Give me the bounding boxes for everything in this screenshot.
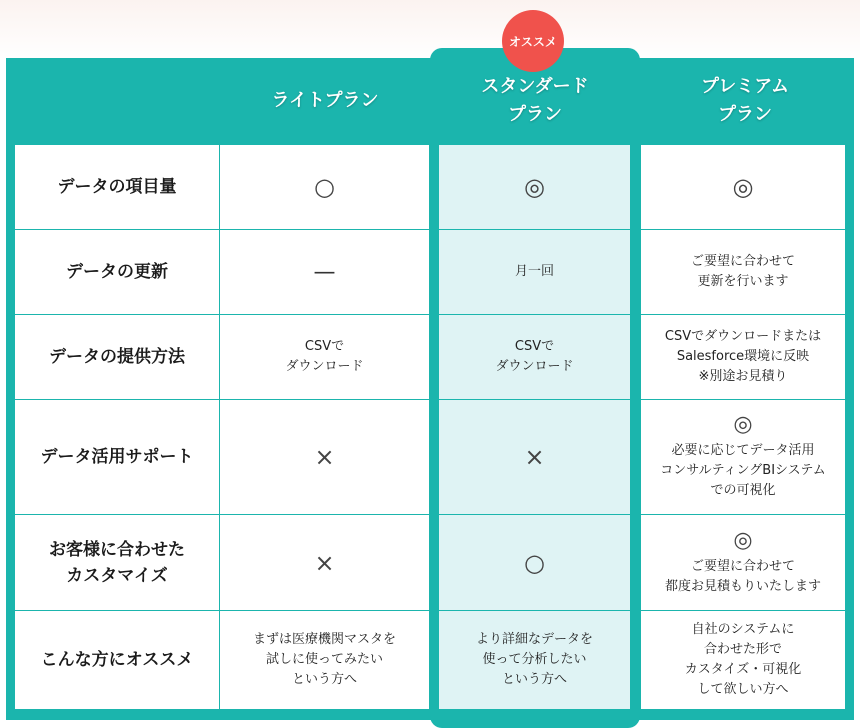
background-glow — [0, 0, 860, 60]
cell-premium — [641, 400, 845, 514]
cell-content — [285, 337, 363, 377]
cell-premium — [641, 611, 845, 709]
cell-content — [665, 327, 821, 387]
cell-content — [515, 262, 554, 282]
cell-text: 自社のシステムに 合わせた形で カスタイズ・可視化 して欲しい方へ — [684, 622, 802, 697]
cell-text: CSVで ダウンロード — [285, 339, 364, 374]
cell-lite — [220, 611, 429, 709]
cell-text: より詳細なデータを 使って分析したい という方へ — [475, 632, 593, 687]
row-label: データの更新 — [15, 230, 219, 314]
cell-content — [524, 444, 544, 470]
cell-text: ご要望に合わせて 都度お見積もりいたします — [664, 558, 821, 594]
cross-mark-icon: × — [524, 443, 545, 471]
cell-lite — [220, 515, 429, 610]
double-circle-mark-icon: ◎ — [732, 173, 754, 201]
cell-content — [314, 260, 336, 285]
cell-standard — [439, 230, 630, 314]
double-circle-mark-icon: ◎ — [524, 173, 545, 201]
double-circle-mark-icon: ◎ — [733, 412, 753, 437]
cross-mark-icon: × — [314, 548, 335, 577]
cell-standard — [439, 400, 630, 514]
cell-content — [665, 529, 821, 597]
double-circle-mark-icon: ◎ — [733, 527, 753, 553]
circle-mark-icon: ○ — [314, 173, 335, 201]
cell-standard — [439, 611, 630, 709]
cell-text: 月一回 — [514, 264, 554, 279]
row-label: データの提供方法 — [15, 315, 219, 399]
cell-content — [253, 630, 396, 690]
cell-premium — [641, 230, 845, 314]
plan-header-premium: プレミアム プラン — [700, 76, 790, 125]
cell-content — [685, 620, 802, 700]
row-label: こんな方にオススメ — [15, 611, 219, 709]
cell-text: CSVで ダウンロード — [495, 339, 574, 374]
recommended-badge: オススメ — [502, 10, 564, 72]
cell-lite — [220, 315, 429, 399]
cell-lite — [220, 230, 429, 314]
row-label: お客様に合わせた カスタマイズ — [15, 515, 219, 610]
cell-content — [524, 174, 545, 200]
cell-content — [524, 550, 545, 576]
cell-standard — [439, 515, 630, 610]
cell-text: ご要望に合わせて 更新を行います — [690, 254, 795, 289]
row-label: データの項目量 — [15, 145, 219, 229]
cell-content — [314, 550, 334, 576]
cell-lite — [220, 145, 429, 229]
cell-standard — [439, 315, 630, 399]
cell-premium — [641, 515, 845, 610]
cell-content — [314, 444, 334, 470]
cell-premium — [641, 145, 845, 229]
cell-content — [691, 252, 795, 292]
cell-content — [733, 174, 754, 200]
cell-standard — [439, 145, 630, 229]
cell-content — [495, 337, 573, 377]
cell-content — [476, 630, 593, 690]
cell-premium — [641, 315, 845, 399]
plan-header-lite: ライトプラン — [271, 90, 379, 111]
cell-text: CSVでダウンロードまたは Salesforce環境に反映 ※別途お見積り — [664, 329, 822, 384]
cell-text: 必要に応じてデータ活用 コンサルティングBIシステム での可視化 — [660, 443, 826, 498]
cell-content — [314, 174, 335, 200]
cell-text: まずは医療機関マスタを 試しに使ってみたい という方へ — [252, 632, 396, 687]
cell-lite — [220, 400, 429, 514]
plan-header-standard: スタンダード プラン — [481, 76, 589, 125]
cell-content — [660, 413, 826, 501]
row-label: データ活用サポート — [15, 400, 219, 514]
circle-mark-icon: ○ — [524, 548, 545, 577]
dash-mark-icon: — — [313, 259, 336, 285]
cross-mark-icon: × — [314, 443, 335, 471]
